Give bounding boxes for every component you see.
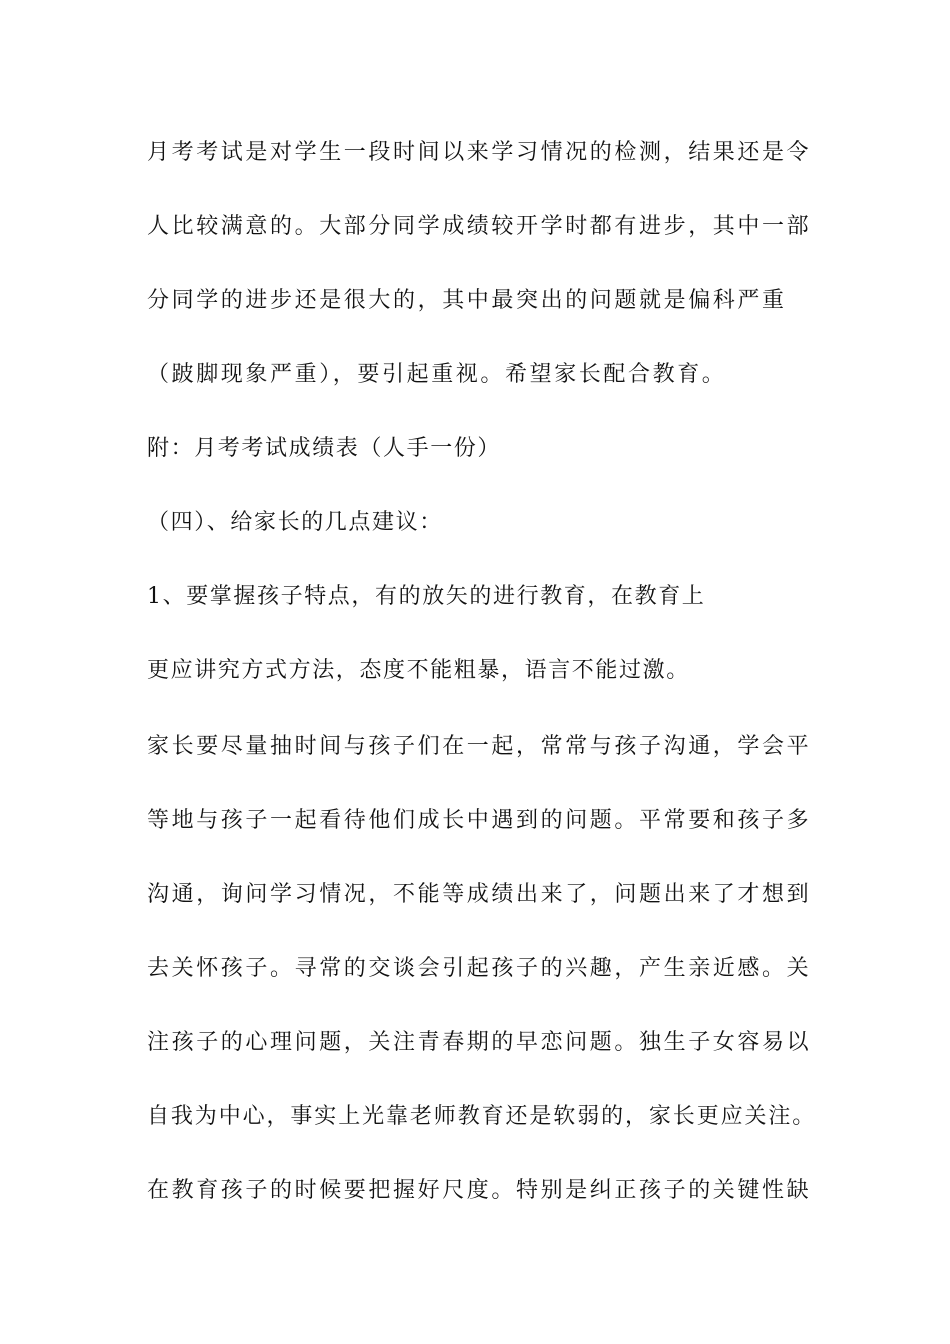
paragraph-line: 在教育孩子的时候要把握好尺度。特别是纠正孩子的关键性缺 <box>147 1178 812 1203</box>
paragraph-line: 家长要尽量抽时间与孩子们在一起，常常与孩子沟通，学会平 <box>147 734 812 759</box>
paragraph-line: 分同学的进步还是很大的，其中最突出的问题就是偏科严重 <box>147 288 787 313</box>
paragraph-line: 自我为中心，事实上光靠老师教育还是软弱的，家长更应关注。 <box>147 1104 817 1129</box>
paragraph-line: 等地与孩子一起看待他们成长中遇到的问题。平常要和孩子多 <box>147 808 812 833</box>
section-heading: （四）、给家长的几点建议： <box>147 510 443 535</box>
attachment-note: 附：月考考试成绩表（人手一份） <box>147 436 502 461</box>
paragraph-line: 更应讲究方式方法，态度不能粗暴，语言不能过激。 <box>147 658 690 683</box>
paragraph-line: 月考考试是对学生一段时间以来学习情况的检测，结果还是令 <box>147 140 812 165</box>
paragraph-line: 沟通，询问学习情况，不能等成绩出来了，问题出来了才想到 <box>147 882 812 907</box>
suggestion-item-1: 1、要掌握孩子特点，有的放矢的进行教育，在教育上 <box>147 584 706 609</box>
paragraph-line: 人比较满意的。大部分同学成绩较开学时都有进步，其中一部 <box>147 214 812 239</box>
paragraph-line: （跛脚现象严重），要引起重视。希望家长配合教育。 <box>147 362 727 387</box>
paragraph-line: 去关怀孩子。寻常的交谈会引起孩子的兴趣，产生亲近感。关 <box>147 956 812 981</box>
paragraph-line: 注孩子的心理问题，关注青春期的早恋问题。独生子女容易以 <box>147 1030 812 1055</box>
